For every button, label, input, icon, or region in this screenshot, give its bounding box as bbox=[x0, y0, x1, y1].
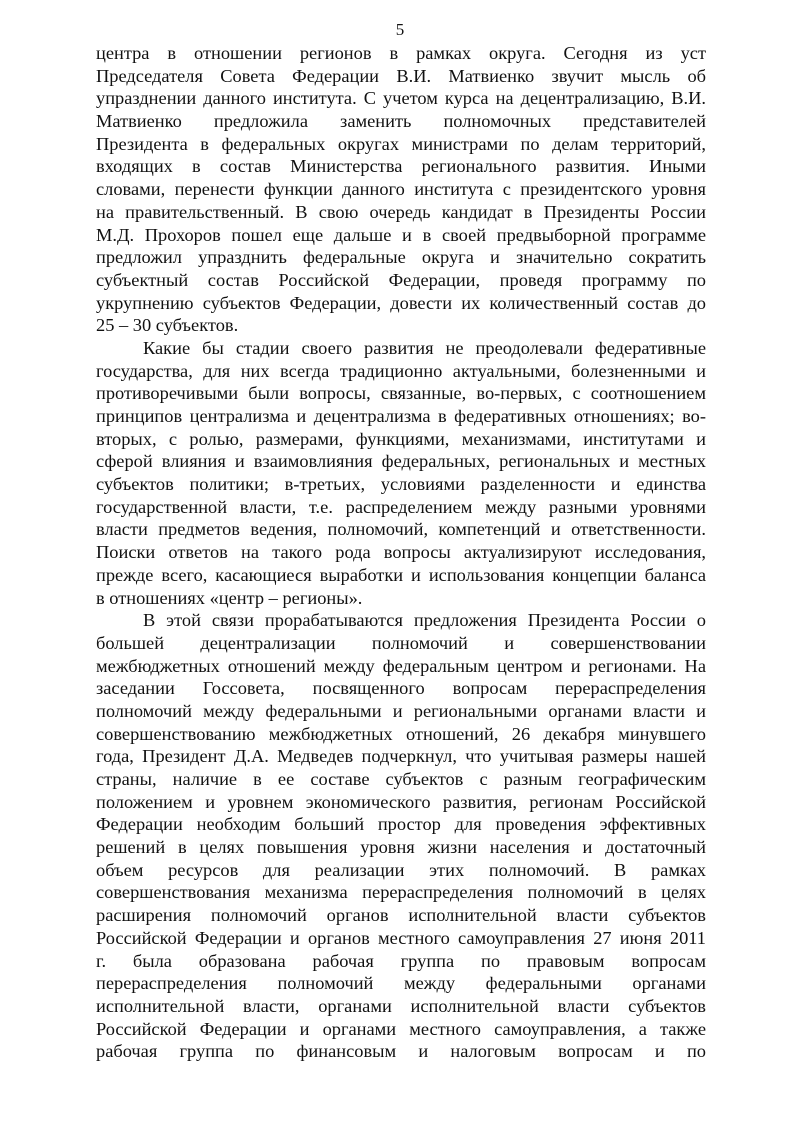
text-line: межбюджетных отношений между федеральным центром и регионами. На bbox=[96, 655, 706, 676]
text-line: противоречивыми были вопросы, связанные, во-первых, с соотношением bbox=[96, 383, 706, 404]
text-line: страны, наличие в ее составе субъектов с разным географическим bbox=[96, 769, 706, 789]
text-line: совершенствованию межбюджетных отношений, 26 декабря минувшего bbox=[96, 723, 706, 744]
text-line: объем ресурсов для реализации этих полномочий. В рамках bbox=[96, 859, 706, 880]
text-line: упразднении данного института. С учетом курса на децентрализацию, В.И. bbox=[96, 88, 706, 109]
text-line: Поиски ответов на такого рода вопросы актуализируют исследования, bbox=[96, 542, 706, 563]
text-line: Председателя Совета Федерации В.И. Матвиенко звучит мысль об bbox=[96, 65, 706, 86]
text-line: года, Президент Д.А. Медведев подчеркнул, что учитывая размеры нашей bbox=[96, 746, 706, 767]
text-line: Какие бы стадии своего развития не преодолевали федеративные bbox=[143, 337, 706, 358]
text-line: входящих в состав Министерства регионального развития. Иными bbox=[96, 156, 706, 177]
text-line: субъектный состав Российской Федерации, проведя программу по bbox=[96, 269, 706, 290]
text-line: В этой связи прорабатываются предложения Президента России о bbox=[143, 610, 706, 631]
text-line: рабочая группа по финансовым и налоговым вопросам и по bbox=[96, 1041, 706, 1062]
document-body bbox=[96, 42, 706, 1063]
text-line: на правительственный. В свою очередь кандидат в Президенты России bbox=[96, 201, 706, 222]
text-line: большей децентрализации полномочий и совершенствовании bbox=[96, 632, 706, 653]
text-line: укрупнению субъектов Федерации, довести их количественный состав до bbox=[96, 292, 706, 313]
text-line: сферой влияния и взаимовлияния федеральных, региональных и местных bbox=[96, 451, 706, 472]
text-line: заседании Госсовета, посвященного вопросам перераспределения bbox=[96, 678, 706, 699]
text-line: расширения полномочий органов исполнительной власти субъектов bbox=[96, 905, 706, 926]
text-line: г. была образована рабочая группа по правовым вопросам bbox=[96, 950, 706, 971]
text-line: государственной власти, т.е. распределением между разными уровнями bbox=[96, 496, 706, 517]
text-line: предложил упразднить федеральные округа и значительно сократить bbox=[96, 247, 706, 268]
text-line: субъектов политики; в-третьих, условиями разделенности и единства bbox=[96, 474, 706, 495]
text-line: исполнительной власти, органами исполнительной власти субъектов bbox=[96, 995, 706, 1016]
text-line: прежде всего, касающиеся выработки и использования концепции баланса bbox=[96, 564, 706, 585]
text-line: решений в целях повышения уровня жизни населения и достаточный bbox=[96, 837, 706, 858]
text-line: 25 – 30 субъектов. bbox=[96, 315, 239, 336]
page-number: 5 bbox=[395, 20, 405, 39]
text-line: полномочий между федеральными и региональными органами власти и bbox=[96, 700, 706, 721]
text-line: положением и уровнем экономического развития, регионам Российской bbox=[96, 791, 706, 812]
text-line: вторых, с ролью, размерами, функциями, механизмами, институтами и bbox=[96, 428, 706, 449]
text-line: Российской Федерации и органами местного самоуправления, а также bbox=[96, 1018, 706, 1039]
text-line: совершенствования механизма перераспределения полномочий в целях bbox=[96, 882, 706, 903]
paragraph bbox=[96, 42, 706, 337]
text-line: власти предметов ведения, полномочий, компетенций и ответственности. bbox=[96, 519, 706, 540]
text-line: перераспределения полномочий между федеральными органами bbox=[96, 973, 706, 994]
text-line: Матвиенко предложила заменить полномочных представителей bbox=[96, 111, 706, 132]
text-line: центра в отношении регионов в рамках округа. Сегодня из уст bbox=[96, 43, 706, 63]
text-line: государства, для них всегда традиционно актуальными, болезненными и bbox=[96, 360, 706, 381]
text-line: принципов централизма и децентрализма в федеративных отношениях; во- bbox=[96, 406, 706, 426]
text-line: в отношениях «центр – регионы». bbox=[96, 587, 363, 608]
text-line: Президента в федеральных округах министрами по делам территорий, bbox=[96, 133, 706, 154]
text-line: Федерации необходим больший простор для проведения эффективных bbox=[96, 814, 706, 835]
paragraph bbox=[96, 337, 706, 609]
paragraph bbox=[96, 609, 706, 1063]
text-line: Российской Федерации и органов местного самоуправления 27 июня 2011 bbox=[96, 927, 706, 948]
text-line: словами, перенести функции данного института с президентского уровня bbox=[96, 179, 706, 200]
text-line: М.Д. Прохоров пошел еще дальше и в своей предвыборной программе bbox=[96, 224, 706, 245]
